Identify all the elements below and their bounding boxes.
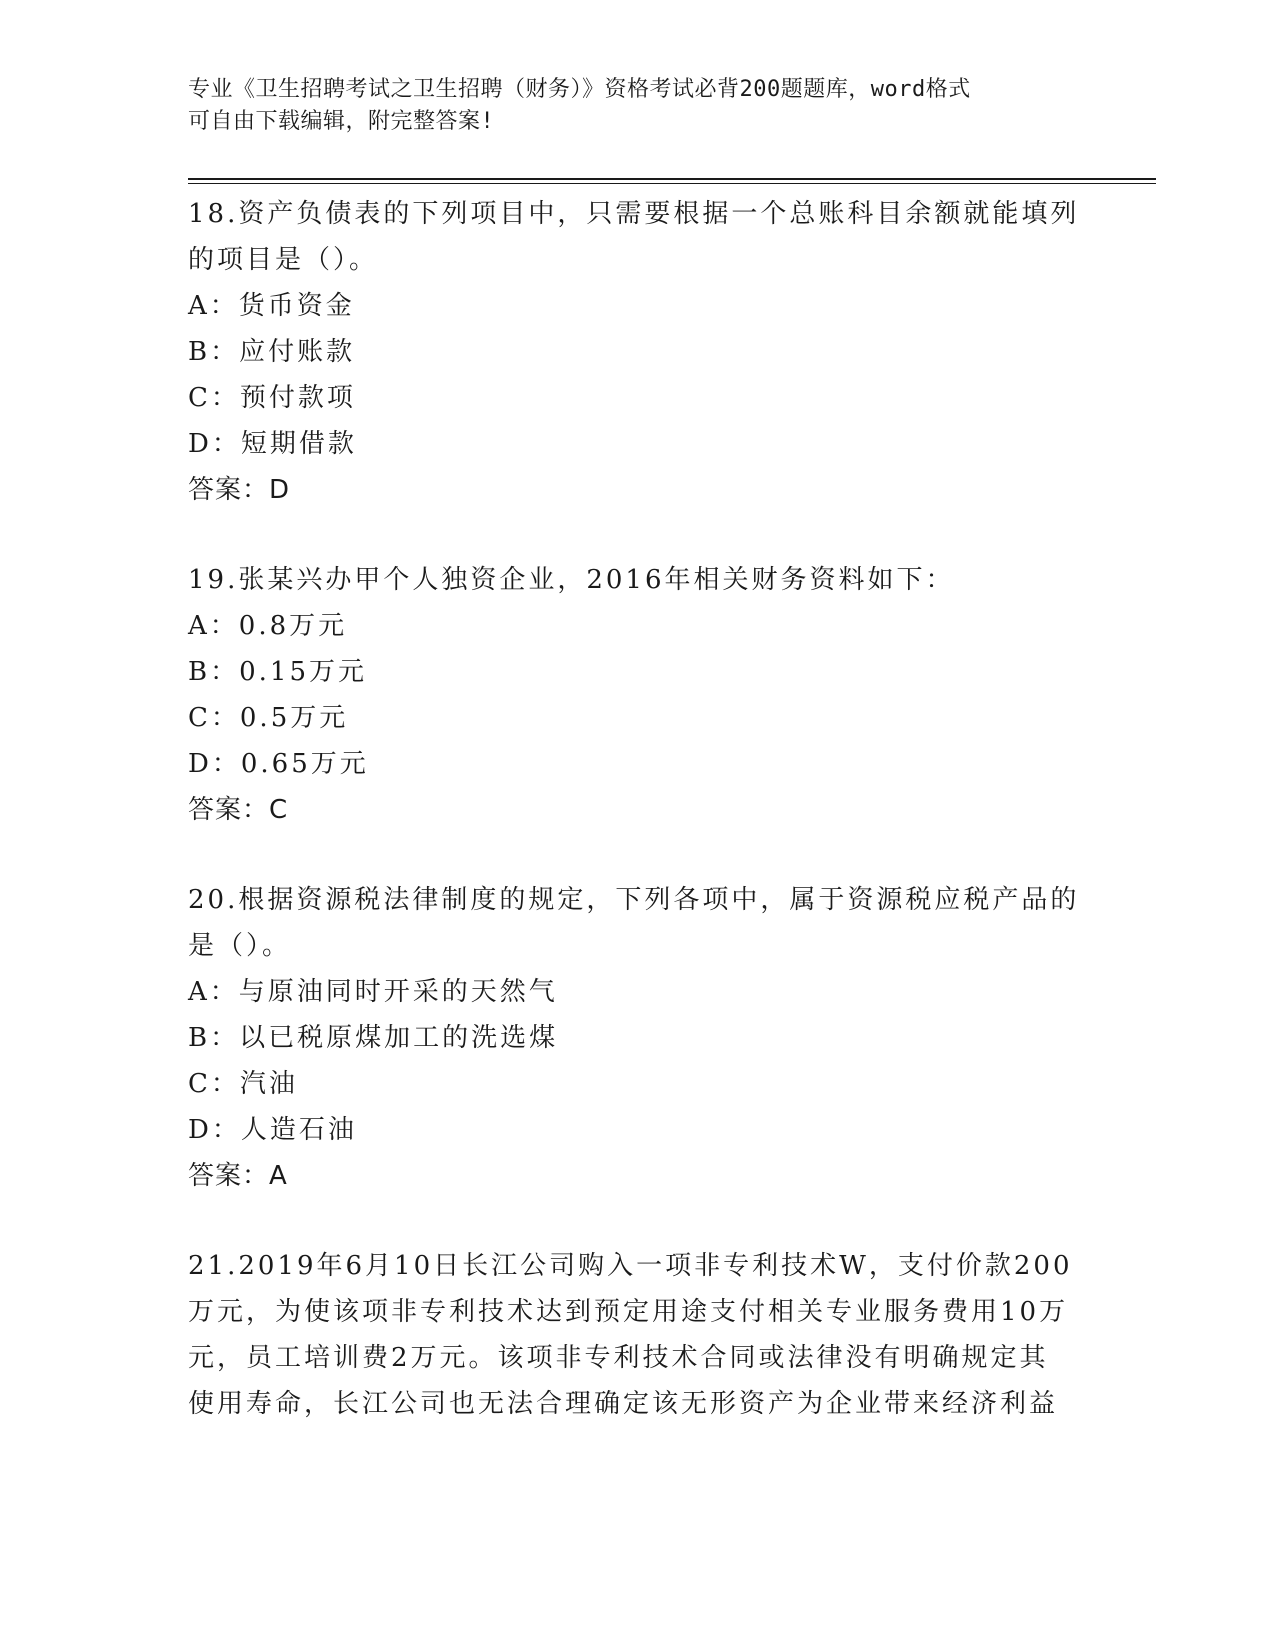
question-gap [188,513,1088,557]
question-stem-line: 21.2019年6月10日长江公司购入一项非专利技术W，支付价款200 [188,1251,1073,1281]
question-stem-line: 的项目是（）。 [188,245,379,275]
question-stem-line: 20.根据资源税法律制度的规定，下列各项中，属于资源税应税产品的 [188,885,1080,915]
option-a: A：与原油同时开采的天然气 [188,977,558,1007]
option-d: D：0.65万元 [188,749,369,779]
header-line-1: 专业《卫生招聘考试之卫生招聘（财务）》资格考试必背200题题库，word格式 [188,77,971,102]
answer-line: 答案：D [188,475,291,505]
header-line-2: 可自由下载编辑，附完整答案! [188,109,495,134]
question-stem-line: 使用寿命，长江公司也无法合理确定该无形资产为企业带来经济利益 [188,1389,1059,1419]
question-stem-line: 19.张某兴办甲个人独资企业，2016年相关财务资料如下： [188,565,955,595]
option-c: C：0.5万元 [188,703,349,733]
option-c: C：汽油 [188,1069,298,1099]
question-stem-line: 元，员工培训费2万元。该项非专利技术合同或法律没有明确规定其 [188,1343,1049,1373]
answer-line: 答案：C [188,795,289,825]
question-list [188,191,1088,1427]
option-d: D：短期借款 [188,429,357,459]
option-c: C：预付款项 [188,383,356,413]
option-d: D：人造石油 [188,1115,357,1145]
question-block [188,557,1088,833]
header-divider-thin [188,183,1156,184]
option-b: B：以已税原煤加工的洗选煤 [188,1023,559,1053]
header-divider-thick [188,178,1156,180]
option-b: B：应付账款 [188,337,356,367]
option-a: A：0.8万元 [188,611,348,641]
question-gap [188,1199,1088,1243]
question-stem-line: 18.资产负债表的下列项目中，只需要根据一个总账科目余额就能填列 [188,199,1080,229]
option-a: A：货币资金 [188,291,355,321]
question-stem-line: 是（）。 [188,931,292,961]
answer-line: 答案：A [188,1161,288,1191]
question-block [188,1243,1088,1427]
question-gap [188,833,1088,877]
question-block [188,877,1088,1199]
question-stem-line: 万元，为使该项非专利技术达到预定用途支付相关专业服务费用10万 [188,1297,1069,1327]
question-block [188,191,1088,513]
option-b: B：0.15万元 [188,657,367,687]
document-header [188,74,1088,138]
